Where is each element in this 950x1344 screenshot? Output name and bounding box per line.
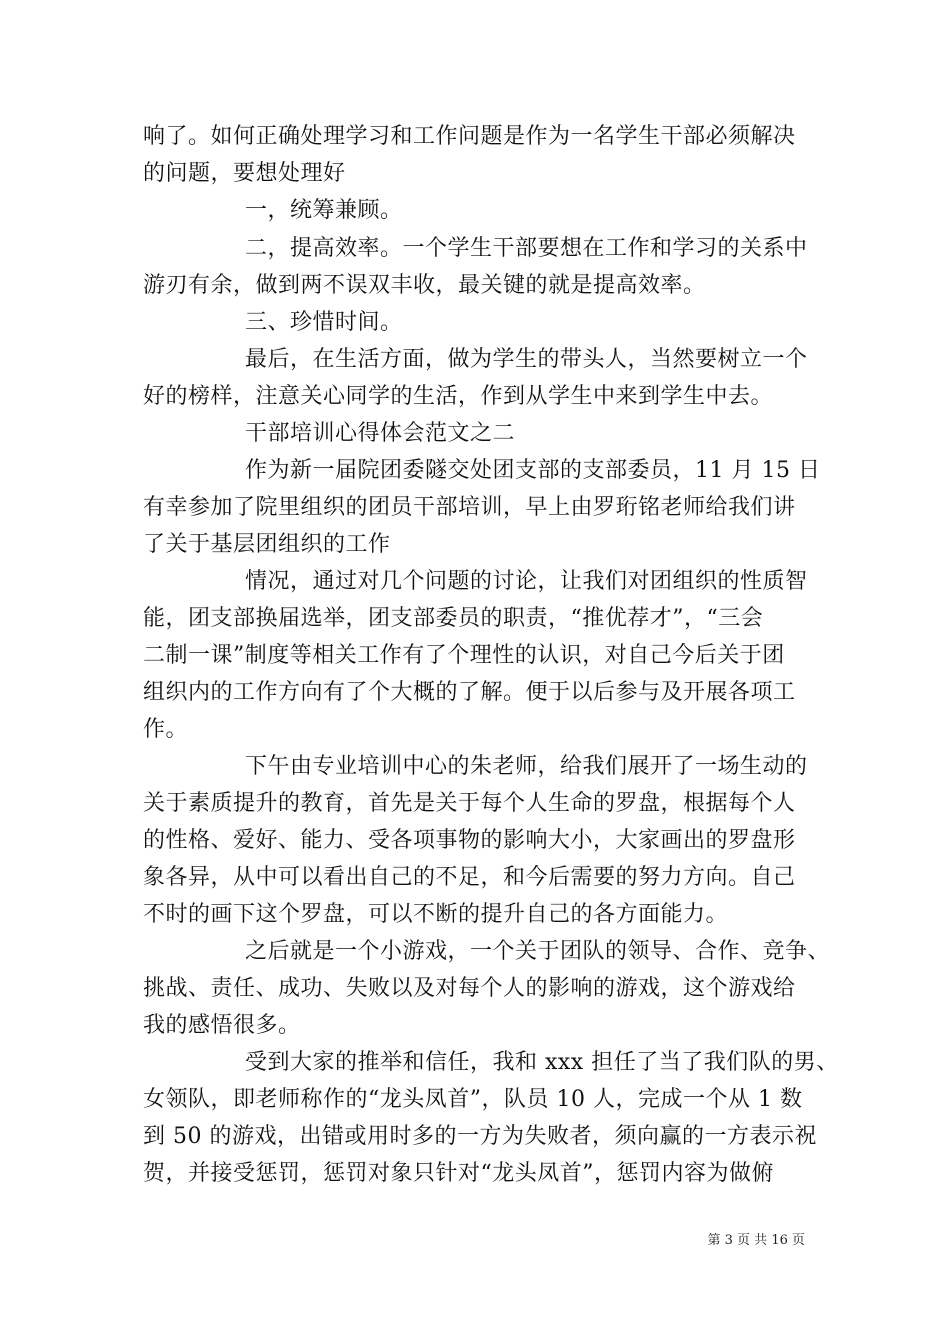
text-line: 不时的画下这个罗盘，可以不断的提升自己的各方面能力。 [143, 902, 729, 927]
text-line: 组织内的工作方向有了个大概的了解。便于以后参与及开展各项工 [143, 680, 796, 705]
text-line: 一，统筹兼顾。 [245, 198, 403, 223]
text-line: 的问题，要想处理好 [143, 161, 346, 186]
text-line: 贺，并接受惩罚，惩罚对象只针对“龙头凤首”，惩罚内容为做俯 [143, 1161, 774, 1186]
text-line: 关于素质提升的教育，首先是关于每个人生命的罗盘，根据每个人 [143, 791, 796, 816]
text-line: 了关于基层团组织的工作 [143, 532, 391, 557]
text-line: 下午由专业培训中心的朱老师，给我们展开了一场生动的 [245, 754, 808, 779]
text-line: 挑战、责任、成功、失败以及对每个人的影响的游戏，这个游戏给 [143, 976, 796, 1001]
text-line: 到 50 的游戏，出错或用时多的一方为失败者，须向赢的一方表示祝 [143, 1124, 817, 1149]
text-line: 情况，通过对几个问题的讨论，让我们对团组织的性质智 [245, 569, 808, 594]
text-line: 之后就是一个小游戏，一个关于团队的领导、合作、竞争、 [245, 939, 831, 964]
text-line: 受到大家的推举和信任，我和 xxx 担任了当了我们队的男、 [245, 1050, 839, 1075]
text-line: 响了。如何正确处理学习和工作问题是作为一名学生干部必须解决 [143, 124, 796, 149]
text-line: 我的感悟很多。 [143, 1013, 301, 1038]
text-line: 三、珍惜时间。 [245, 310, 403, 335]
text-line: 女领队，即老师称作的“龙头凤首”，队员 10 人，完成一个从 1 数 [143, 1087, 803, 1112]
section-heading: 干部培训心得体会范文之二 [245, 421, 516, 446]
text-line: 二制一课”制度等相关工作有了个理性的认识，对自己今后关于团 [143, 643, 785, 668]
text-line: 作。 [143, 717, 189, 742]
page-number: 第 3 页 共 16 页 [707, 1233, 805, 1248]
text-line: 能，团支部换届选举，团支部委员的职责，“推优荐才”，“三会 [143, 606, 764, 631]
text-line: 象各异，从中可以看出自己的不足，和今后需要的努力方向。自己 [143, 865, 796, 890]
text-line: 作为新一届院团委隧交处团支部的支部委员，11 月 15 日 [245, 458, 821, 483]
text-line: 有幸参加了院里组织的团员干部培训，早上由罗珩铭老师给我们讲 [143, 495, 796, 520]
text-line: 游刃有余，做到两不误双丰收，最关键的就是提高效率。 [143, 273, 706, 298]
text-line: 二，提高效率。一个学生干部要想在工作和学习的关系中 [245, 236, 808, 261]
text-line: 最后，在生活方面，做为学生的带头人，当然要树立一个 [245, 347, 808, 372]
text-line: 的性格、爱好、能力、受各项事物的影响大小，大家画出的罗盘形 [143, 828, 796, 853]
text-line: 好的榜样，注意关心同学的生活，作到从学生中来到学生中去。 [143, 384, 774, 409]
